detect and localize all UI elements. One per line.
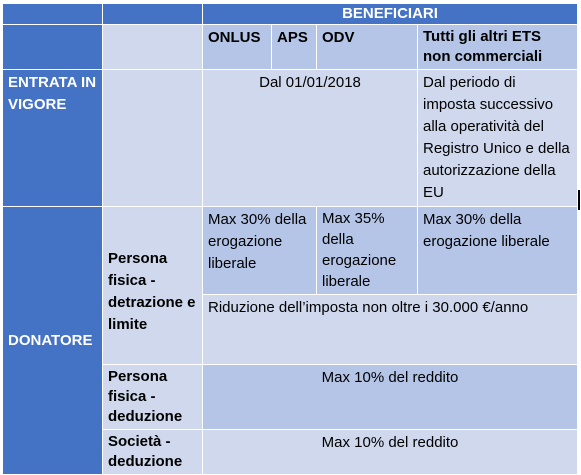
persona-detrazione-odv: Max 35% della erogazione liberale	[317, 207, 418, 295]
col-header-aps: APS	[272, 25, 317, 70]
persona-detrazione-onlus-aps: Max 30% della erogazione liberale	[203, 207, 317, 295]
sub-label-societa-deduzione: Società - deduzione	[103, 430, 203, 475]
header-beneficiari: BENEFICIARI	[203, 4, 578, 25]
row-label-donatore: DONATORE	[3, 207, 103, 475]
sub-label-persona-deduzione: Persona fisica - deduzione	[103, 365, 203, 430]
sub-label-persona-detrazione: Persona fisica - detrazione e limite	[103, 207, 203, 365]
persona-detrazione-limite: Riduzione dell’imposta non oltre i 30.000 €/anno	[203, 295, 578, 365]
text-cursor-mark	[578, 190, 580, 210]
persona-deduzione-value: Max 10% del reddito	[203, 365, 578, 430]
entrata-altri-ets: Dal periodo di imposta successivo alla operatività del Registro Unico e della autorizzazione della EU	[418, 70, 578, 207]
entrata-subcategory-empty	[103, 70, 203, 207]
societa-deduzione-value: Max 10% del reddito	[203, 430, 578, 475]
col-header-altri-ets: Tutti gli altri ETS non commerciali	[418, 25, 578, 70]
header-subcategory-empty	[103, 25, 203, 70]
header-empty-2	[103, 4, 203, 25]
header-row-empty	[3, 25, 103, 70]
col-header-odv: ODV	[317, 25, 418, 70]
entrata-onlus-aps-odv: Dal 01/01/2018	[203, 70, 418, 207]
beneficiari-table	[2, 3, 578, 475]
header-empty-1	[3, 4, 103, 25]
row-label-entrata-in-vigore: ENTRATA IN VIGORE	[3, 70, 103, 207]
persona-detrazione-altri-ets: Max 30% della erogazione liberale	[418, 207, 578, 295]
col-header-onlus: ONLUS	[203, 25, 272, 70]
